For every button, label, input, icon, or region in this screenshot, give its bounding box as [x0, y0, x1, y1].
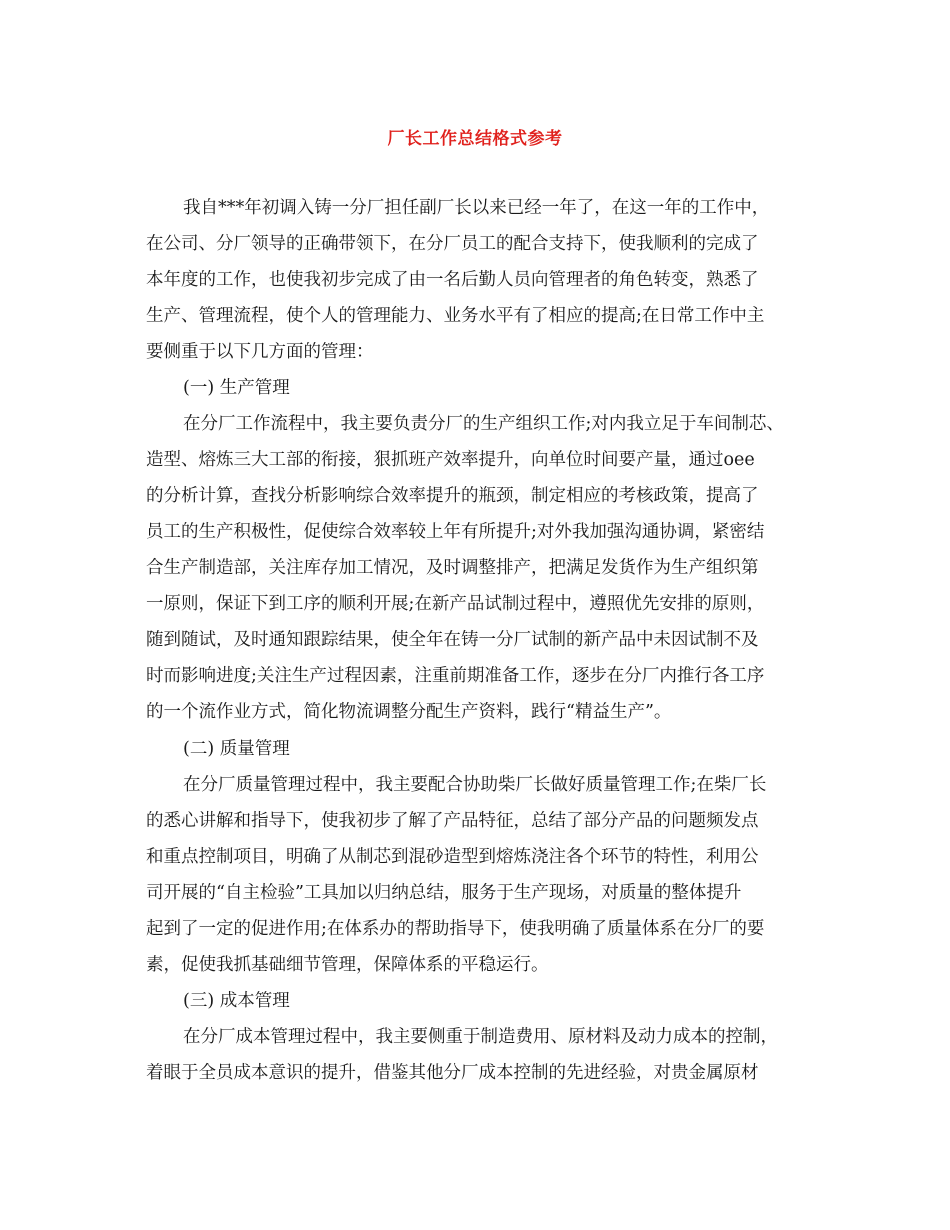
body-line: 在分厂工作流程中，我主要负责分厂的生产组织工作;对内我立足于车间制芯、 — [183, 414, 784, 434]
body-line: 着眼于全员成本意识的提升，借鉴其他分厂成本控制的先进经验，对贵金属原材 — [146, 1063, 759, 1083]
body-line: 和重点控制项目，明确了从制芯到混砂造型到熔炼浇注各个环节的特性，利用公 — [146, 847, 759, 867]
body-line: 生产、管理流程，使个人的管理能力、业务水平有了相应的提高;在日常工作中主 — [146, 306, 765, 326]
body-line: 员工的生产积极性，促使综合效率较上年有所提升;对外我加强沟通协调，紧密结 — [146, 522, 765, 542]
body-line: 起到了一定的促进作用;在体系办的帮助指导下，使我明确了质量体系在分厂的要 — [146, 919, 765, 939]
section-heading-cost: (三) 成本管理 — [183, 991, 290, 1011]
body-line: 本年度的工作，也使我初步完成了由一名后勤人员向管理者的角色转变，熟悉了 — [146, 270, 759, 290]
body-line: 的悉心讲解和指导下，使我初步了解了产品特征，总结了部分产品的问题频发点 — [146, 811, 759, 831]
body-line: 一原则，保证下到工序的顺利开展;在新产品试制过程中，遵照优先安排的原则， — [146, 594, 765, 614]
body-line: 造型、熔炼三大工部的衔接，狠抓班产效率提升，向单位时间要产量，通过oee — [146, 450, 755, 470]
body-line: 时而影响进度;关注生产过程因素，注重前期准备工作，逐步在分厂内推行各工序 — [146, 666, 765, 686]
body-line: 司开展的“自主检验”工具加以归纳总结，服务于生产现场，对质量的整体提升 — [146, 883, 742, 903]
body-line: 要侧重于以下几方面的管理： — [146, 342, 374, 362]
body-line: 在公司、分厂领导的正确带领下，在分厂员工的配合支持下，使我顺利的完成了 — [146, 234, 759, 254]
body-line: 的分析计算，查找分析影响综合效率提升的瓶颈，制定相应的考核政策，提高了 — [146, 486, 759, 506]
document-title: 厂长工作总结格式参考 — [387, 129, 563, 149]
section-heading-production: (一) 生产管理 — [183, 378, 290, 398]
body-line: 在分厂成本管理过程中，我主要侧重于制造费用、原材料及动力成本的控制， — [183, 1027, 778, 1047]
body-line: 我自***年初调入铸一分厂担任副厂长以来已经一年了，在这一年的工作中， — [183, 198, 770, 218]
section-heading-quality: (二) 质量管理 — [183, 739, 290, 759]
body-line: 合生产制造部，关注库存加工情况，及时调整排产，把满足发货作为生产组织第 — [146, 558, 759, 578]
body-line: 素，促使我抓基础细节管理，保障体系的平稳运行。 — [146, 955, 549, 975]
body-line: 随到随试，及时通知跟踪结果，使全年在铸一分厂试制的新产品中未因试制不及 — [146, 630, 759, 650]
body-line: 的一个流作业方式，简化物流调整分配生产资料，践行“精益生产”。 — [146, 702, 672, 722]
body-line: 在分厂质量管理过程中，我主要配合协助柴厂长做好质量管理工作;在柴厂长 — [183, 775, 767, 795]
